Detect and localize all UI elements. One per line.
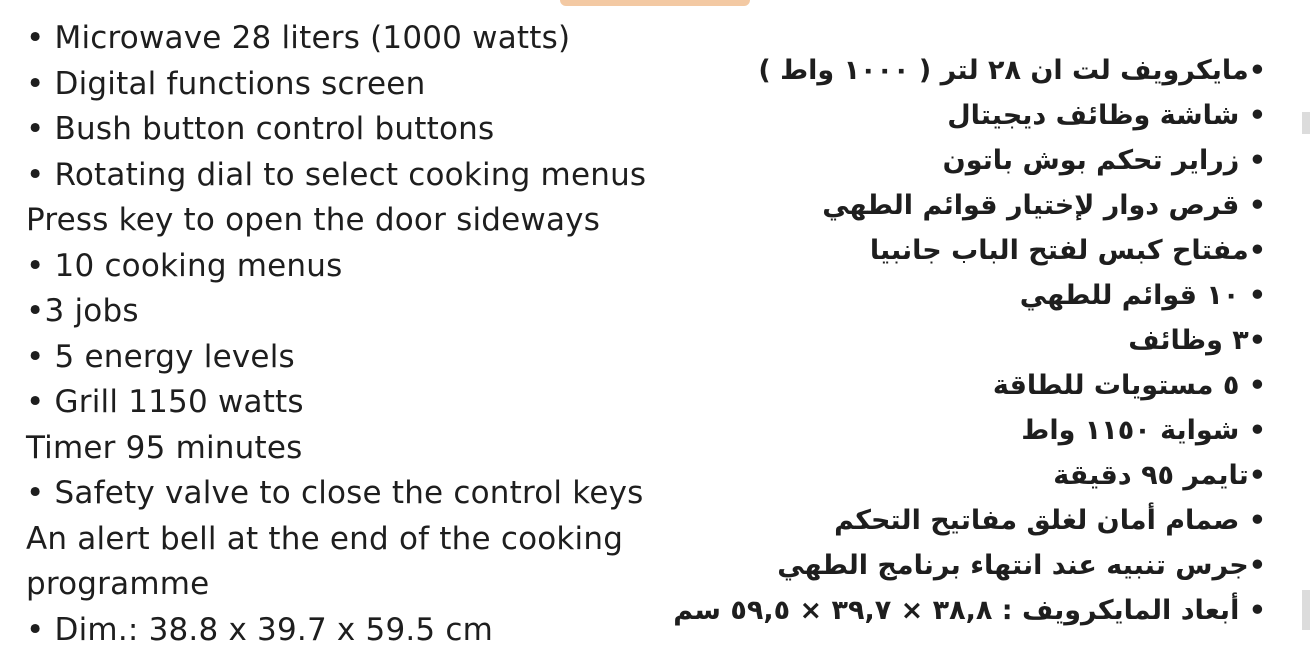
en-feature-buttons: • Bush button control buttons — [26, 111, 495, 147]
en-feature-dimensions: • Dim.: 38.8 x 39.7 x 59.5 cm — [26, 611, 494, 648]
edge-artifact — [1302, 112, 1310, 134]
en-feature-menus: • 10 cooking menus — [26, 247, 343, 284]
en-feature-screen: • Digital functions screen — [26, 65, 426, 102]
ar-feature-safety: • صمام أمان لغلق مفاتيح التحكم — [834, 505, 1266, 536]
ar-feature-dimensions: • أبعاد المايكرويف : ٣٨,٨ × ٣٩,٧ × ٥٩,٥ سم — [673, 595, 1266, 626]
ar-feature-screen: • شاشة وظائف ديجيتال — [947, 100, 1266, 131]
english-feature-list — [26, 16, 716, 653]
ar-feature-timer: •تايمر ٩٥ دقيقة — [1053, 460, 1266, 491]
ar-feature-buttons: • زراير تحكم بوش باتون — [942, 145, 1266, 176]
en-feature-timer: Timer 95 minutes — [26, 429, 303, 466]
en-feature-door-key: Press key to open the door sideways — [26, 202, 601, 238]
ar-feature-grill: • شواية ١١٥٠ واط — [1021, 415, 1266, 446]
ar-feature-door-key: •مفتاح كبس لفتح الباب جانبيا — [869, 235, 1266, 266]
top-decorative-strip — [560, 0, 750, 6]
en-feature-energy: • 5 energy levels — [26, 338, 295, 375]
en-feature-jobs: •3 jobs — [26, 293, 139, 329]
arabic-feature-list — [626, 48, 1266, 633]
en-feature-alert: An alert bell at the end of the cooking — [26, 520, 624, 557]
ar-feature-energy: • ٥ مستويات للطاقة — [992, 370, 1266, 401]
ar-feature-dial: • قرص دوار لإختيار قوائم الطهي — [822, 190, 1266, 221]
en-feature-capacity: • Microwave 28 liters (1000 watts) — [26, 20, 571, 56]
ar-feature-menus: • ١٠ قوائم للطهي — [1019, 280, 1266, 311]
edge-artifact — [1302, 590, 1310, 630]
en-feature-safety: • Safety valve to close the control keys — [26, 475, 644, 511]
ar-feature-jobs: •٣ وظائف — [1128, 325, 1266, 356]
en-feature-grill: • Grill 1150 watts — [26, 384, 304, 420]
en-feature-alert-cont: programme — [26, 566, 210, 602]
en-feature-dial: • Rotating dial to select cooking menus — [26, 156, 647, 193]
ar-feature-capacity: •مايكرويف لت ان ٢٨ لتر ( ١٠٠٠ واط ) — [758, 55, 1266, 86]
ar-feature-alert: •جرس تنبيه عند انتهاء برنامج الطهي — [777, 550, 1266, 581]
